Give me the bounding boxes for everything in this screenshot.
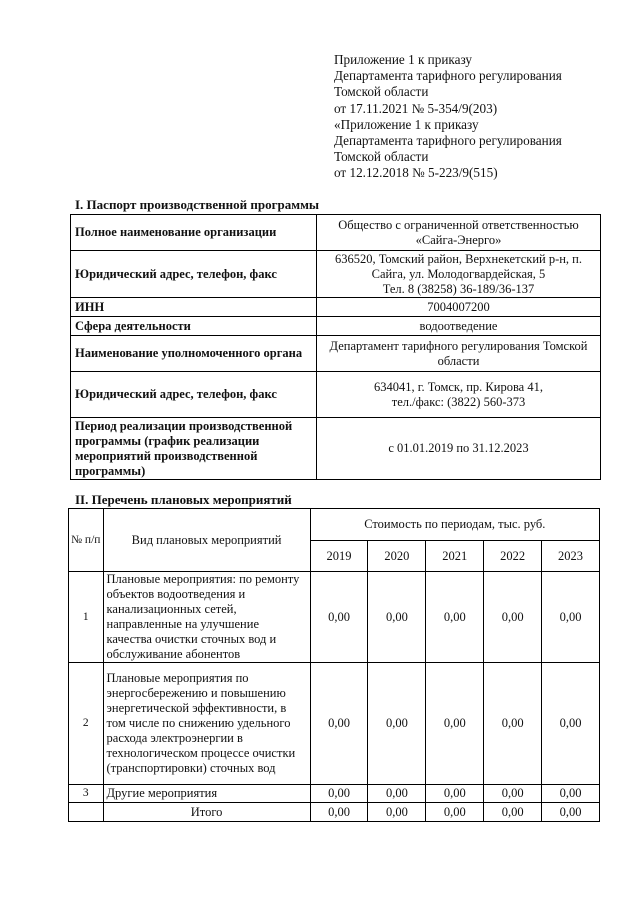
total-cell: 0,00 <box>426 803 484 822</box>
header-line: от 17.11.2021 № 5-354/9(203) <box>334 100 498 116</box>
passport-value <box>317 298 601 317</box>
total-cell: 0,00 <box>484 803 542 822</box>
passport-row <box>71 418 601 480</box>
order-appendix-header <box>334 52 624 182</box>
activity-name: Плановые мероприятия: по ремонту объектов водоотведения и канализационных сетей, направленные на улучшение качества очистки сточных вод и обслуживание абонентов <box>103 572 310 663</box>
row-number: 1 <box>69 572 104 663</box>
cost-cell: 0,00 <box>310 572 368 663</box>
passport-label: Полное наименование организации <box>71 215 317 251</box>
cost-cell: 0,00 <box>542 663 600 785</box>
passport-table <box>70 214 601 480</box>
header-line: «Приложение 1 к приказу <box>334 116 479 132</box>
passport-label: Юридический адрес, телефон, факс <box>71 251 317 298</box>
header-line: Департамента тарифного регулирования <box>334 133 562 149</box>
value-line: 636520, Томский район, Верхнекетский р-н, п. <box>334 251 582 266</box>
passport-row <box>71 372 601 418</box>
table-header-row <box>69 509 600 541</box>
cost-cell: 0,00 <box>368 785 426 803</box>
passport-value <box>317 336 601 372</box>
table-row <box>69 572 600 663</box>
cost-cell: 0,00 <box>310 663 368 785</box>
header-line: Томской области <box>334 84 429 100</box>
passport-label: ИНН <box>71 298 317 317</box>
passport-value <box>317 418 601 480</box>
passport-value <box>317 372 601 418</box>
header-line: от 12.12.2018 № 5-223/9(515) <box>334 165 498 181</box>
table-row <box>69 663 600 785</box>
col-header-year: 2019 <box>310 541 368 572</box>
total-label: Итого <box>103 803 310 822</box>
section-2-title: II. Перечень плановых мероприятий <box>75 492 292 507</box>
passport-value <box>317 215 601 251</box>
passport-label: Наименование уполномоченного органа <box>71 336 317 372</box>
value-line: Департамент тарифного регулирования Томской <box>329 338 588 353</box>
cost-cell: 0,00 <box>426 663 484 785</box>
passport-row <box>71 336 601 372</box>
value-line: Общество с ограниченной ответственностью <box>338 217 579 232</box>
col-header-activity: Вид плановых мероприятий <box>103 509 310 572</box>
activity-name: Другие мероприятия <box>103 785 310 803</box>
header-line: Приложение 1 к приказу <box>334 52 472 67</box>
row-number: 3 <box>69 785 104 803</box>
cost-cell: 0,00 <box>310 785 368 803</box>
value-line: с 01.01.2019 по 31.12.2023 <box>388 441 529 455</box>
passport-label: Период реализации производственной программы (график реализации мероприятий производственной программы) <box>71 418 317 480</box>
col-header-year: 2021 <box>426 541 484 572</box>
total-number-empty <box>69 803 104 822</box>
header-line: Департамента тарифного регулирования <box>334 68 562 84</box>
total-row <box>69 803 600 822</box>
passport-row <box>71 215 601 251</box>
passport-row <box>71 298 601 317</box>
value-line: «Сайга-Энерго» <box>415 232 502 247</box>
value-line: Тел. 8 (38258) 36-189/36-137 <box>382 281 535 296</box>
col-header-year: 2020 <box>368 541 426 572</box>
passport-value <box>317 317 601 336</box>
plan-table <box>68 508 600 822</box>
value-line: тел./факс: (3822) 560-373 <box>391 394 526 409</box>
total-cell: 0,00 <box>542 803 600 822</box>
cost-cell: 0,00 <box>542 785 600 803</box>
passport-row <box>71 317 601 336</box>
total-cell: 0,00 <box>368 803 426 822</box>
cost-cell: 0,00 <box>368 663 426 785</box>
cost-cell: 0,00 <box>484 785 542 803</box>
cost-cell: 0,00 <box>426 572 484 663</box>
passport-row <box>71 251 601 298</box>
value-line: области <box>437 353 480 368</box>
value-line: Сайга, ул. Молодогвардейская, 5 <box>371 266 546 281</box>
value-line: 634041, г. Томск, пр. Кирова 41, <box>374 379 543 394</box>
value-line: водоотведение <box>419 318 498 333</box>
section-1-title: I. Паспорт производственной программы <box>75 197 320 212</box>
cost-cell: 0,00 <box>484 663 542 785</box>
cost-cell: 0,00 <box>426 785 484 803</box>
cost-cell: 0,00 <box>484 572 542 663</box>
activity-name: Плановые мероприятия по энергосбережению и повышению энергетической эффективности, в том числе по снижению удельного расхода электроэнергии в технологическом процессе очистки (транспортировки) сточных вод <box>103 663 310 785</box>
col-header-year: 2022 <box>484 541 542 572</box>
passport-value <box>317 251 601 298</box>
row-number: 2 <box>69 663 104 785</box>
table-row <box>69 785 600 803</box>
col-header-number: № п/п <box>69 509 104 572</box>
total-cell: 0,00 <box>310 803 368 822</box>
col-header-cost: Стоимость по периодам, тыс. руб. <box>310 509 599 541</box>
cost-cell: 0,00 <box>368 572 426 663</box>
header-line: Томской области <box>334 149 429 165</box>
cost-cell: 0,00 <box>542 572 600 663</box>
value-line: 7004007200 <box>427 299 490 314</box>
col-header-year: 2023 <box>542 541 600 572</box>
passport-label: Юридический адрес, телефон, факс <box>71 372 317 418</box>
passport-label: Сфера деятельности <box>71 317 317 336</box>
